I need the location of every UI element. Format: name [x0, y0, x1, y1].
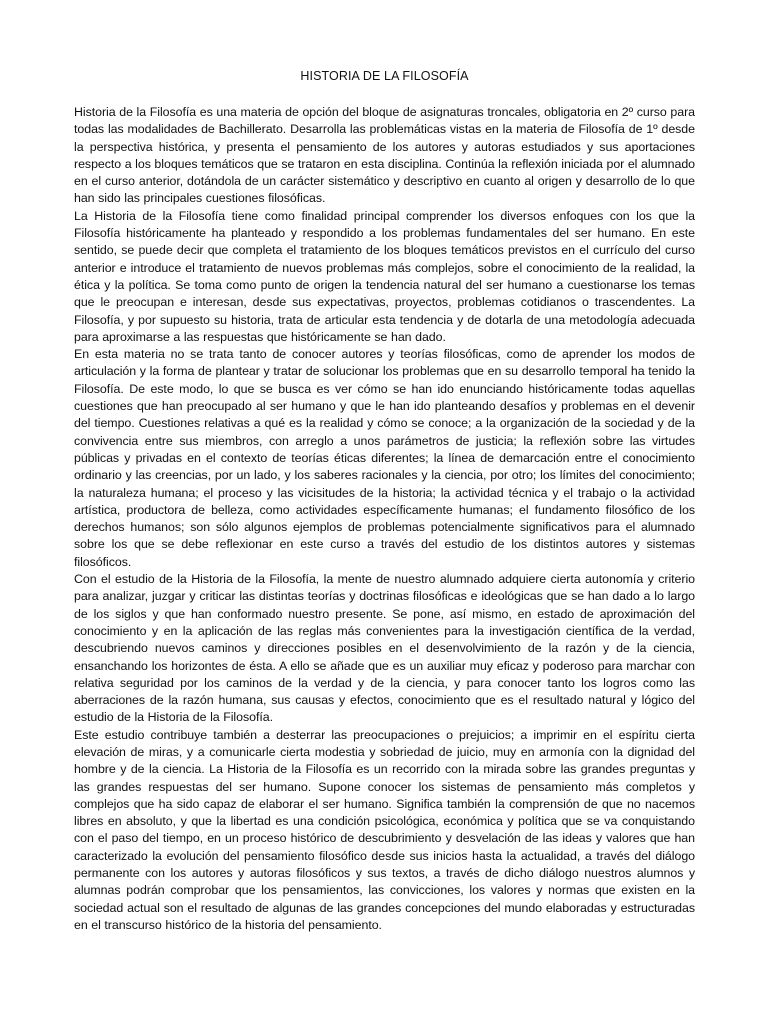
paragraph-4: Con el estudio de la Historia de la Filosofía, la mente de nuestro alumnado adquiere cierta autonomía y criterio para analizar, juzgar y criticar las distintas teorías y doctrinas filosóficas e ideológicas que se han dado a lo largo de los siglos y que han conformado nuestro presente. Se pone, así mismo, en estado de aproximación del conocimiento y en la aplicación de las reglas más convenientes para la investigación científica de la verdad, descubriendo nuevos caminos y direcciones posibles en el desenvolvimiento de la razón y de la ciencia, ensanchando los horizontes de ésta. A ello se añade que es un auxiliar muy eficaz y poderoso para marchar con relativa seguridad por los caminos de la verdad y de la ciencia, y para conocer tanto los logros como las aberraciones de la razón humana, sus causas y efectos, conocimiento que es el resultado natural y lógico del estudio de la Historia de la Filosofía. — [74, 572, 695, 725]
paragraph-1: Historia de la Filosofía es una materia de opción del bloque de asignaturas troncales, obligatoria en 2º curso para todas las modalidades de Bachillerato. Desarrolla las problemáticas vistas en la materia de Filosofía de 1º desde la perspectiva histórica, y presenta el pensamiento de los autores y autoras estudiados y sus aportaciones respecto a los bloques temáticos que se trataron en esta disciplina. Continúa la reflexión iniciada por el alumnado en el curso anterior, dotándola de un carácter sistemático y descriptivo en cuanto al origen y desarrollo de lo que han sido las principales cuestiones filosóficas. — [74, 105, 695, 206]
document-title: HISTORIA DE LA FILOSOFÍA — [300, 69, 469, 83]
paragraph-3: En esta materia no se trata tanto de conocer autores y teorías filosóficas, como de aprender los modos de articulación y la forma de plantear y tratar de solucionar los problemas que en su desarrollo temporal ha tenido la Filosofía. De este modo, lo que se busca es ver cómo se han ido enunciando históricamente todas aquellas cuestiones que han preocupado al ser humano y que le han ido planteando desafíos y problemas en el devenir del tiempo. Cuestiones relativas a qué es la realidad y cómo se conoce; a la organización de la sociedad y de la convivencia entre sus miembros, con arreglo a unos parámetros de justicia; la reflexión sobre las virtudes públicas y privadas en el contexto de teorías éticas diferentes; la línea de demarcación entre el conocimiento ordinario y las creencias, por un lado, y los saberes racionales y la ciencia, por otro; los límites del conocimiento; la naturaleza humana; el proceso y las vicisitudes de la historia; la actividad técnica y el trabajo o la actividad artística, productora de belleza, como actividades específicamente humanas; el fundamento filosófico de los derechos humanos; son sólo algunos ejemplos de problemas potencialmente significativos para el alumnado sobre los que se debe reflexionar en este curso a través del estudio de los distintos autores y sistemas filosóficos. — [74, 347, 695, 569]
document-page — [74, 68, 695, 934]
paragraph-5: Este estudio contribuye también a desterrar las preocupaciones o prejuicios; a imprimir en el espíritu cierta elevación de miras, y a comunicarle cierta modestia y sobriedad de juicio, muy en armonía con la dignidad del hombre y de la ciencia. La Historia de la Filosofía es un recorrido con la mirada sobre las grandes preguntas y las grandes respuestas del ser humano. Supone conocer los sistemas de pensamiento más completos y complejos que ha sido capaz de elaborar el ser humano. Significa también la comprensión de que no nacemos libres en absoluto, y que la libertad es una condición psicológica, económica y política que se va conquistando con el paso del tiempo, en un proceso histórico de descubrimiento y desvelación de las ideas y valores que han caracterizado la evolución del pensamiento filosófico desde sus inicios hasta la actualidad, a través del diálogo permanente con los autores y autoras filosóficos y sus textos, a través de dicho diálogo nuestros alumnos y alumnas podrán comprobar que los pensamientos, las convicciones, los valores y normas que existen en la sociedad actual son el resultado de algunas de las grandes concepciones del mundo elaboradas y estructuradas en el transcurso histórico de la historia del pensamiento. — [74, 727, 695, 932]
paragraph-2: La Historia de la Filosofía tiene como finalidad principal comprender los diversos enfoques con los que la Filosofía históricamente ha planteado y respondido a los problemas fundamentales del ser humano. En este sentido, se puede decir que completa el tratamiento de los bloques temáticos previstos en el currículo del curso anterior e introduce el tratamiento de nuevos problemas más complejos, sobre el conocimiento de la realidad, la ética y la política. Se toma como punto de origen la tendencia natural del ser humano a cuestionarse los temas que le preocupan e interesan, desde sus expectativas, proyectos, problemas cotidianos o trascendentes. La Filosofía, y por supuesto su historia, trata de articular esta tendencia y de dotarla de una metodología adecuada para aproximarse a las respuestas que históricamente se han dado. — [74, 208, 695, 344]
